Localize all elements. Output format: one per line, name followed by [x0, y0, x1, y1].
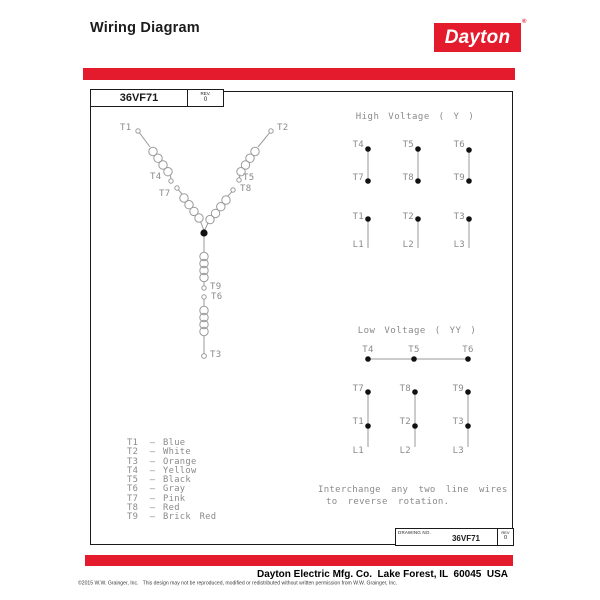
- rotation-note-line2: to reverse rotation.: [326, 496, 450, 507]
- legend-terminal: T7: [127, 493, 139, 504]
- winding-label-t6: T6: [211, 292, 223, 302]
- lv-label-t2: T2: [399, 417, 411, 427]
- dash: —: [149, 512, 156, 523]
- low-voltage-links: [368, 359, 468, 447]
- legend-terminal: T6: [127, 484, 139, 495]
- wire-color-legend: [127, 439, 216, 523]
- hv-label-t4: T4: [352, 140, 364, 150]
- legend-terminal: T1: [127, 438, 139, 448]
- lv-label-t7: T7: [352, 384, 364, 394]
- winding-label-t4: T4: [150, 172, 162, 182]
- hv-label-t2: T2: [402, 212, 414, 222]
- legend-color: Orange: [163, 456, 197, 467]
- lv-label-t1: T1: [352, 417, 364, 427]
- company-address: Dayton Electric Mfg. Co. Lake Forest, IL 60045 USA: [256, 569, 508, 580]
- legend-terminal: T3: [127, 456, 139, 467]
- legend-color: Red: [163, 503, 180, 514]
- legend-color: Gray: [163, 484, 186, 495]
- hv-label-l3: L3: [453, 240, 465, 250]
- drawing-number-block: [395, 528, 514, 546]
- hv-label-t9: T9: [453, 173, 465, 183]
- dash: —: [149, 447, 156, 458]
- lv-label-t3: T3: [452, 417, 464, 427]
- winding-vertical-leg: [200, 229, 208, 358]
- drawing-no-value: 36VF71: [451, 534, 480, 544]
- drawing-number-cell: [395, 528, 498, 546]
- drawing-rev-label: REV: [501, 529, 510, 535]
- rev-value: 0: [203, 97, 208, 104]
- star-point-dot: [200, 229, 207, 236]
- dayton-logo-text: Dayton: [444, 26, 511, 48]
- winding-label-t8: T8: [240, 184, 252, 194]
- legend-terminal: T4: [127, 465, 139, 476]
- rotation-note-line1: Interchange any two line wires: [318, 485, 508, 495]
- legend-terminal: T2: [127, 447, 139, 458]
- hv-label-l1: L1: [352, 240, 364, 250]
- lv-label-l1: L1: [352, 446, 364, 456]
- winding-right-arm: [205, 129, 274, 231]
- dash: —: [149, 503, 156, 514]
- hv-label-t7: T7: [352, 173, 364, 183]
- dash: —: [149, 438, 156, 448]
- bottom-red-bar: [85, 555, 513, 566]
- drawing-no-label: DRAWING NO.: [398, 530, 432, 535]
- legend-color: Pink: [163, 493, 186, 504]
- legend-terminal: T8: [127, 503, 139, 514]
- drawing-rev-value: 0: [503, 535, 508, 542]
- legend-terminal: T9: [127, 512, 139, 523]
- legend-color: Black: [163, 475, 191, 486]
- winding-left-arm: [136, 129, 204, 231]
- legend-row-t9: [127, 513, 216, 522]
- legend-color: White: [163, 447, 191, 458]
- lv-label-t5: T5: [408, 345, 420, 355]
- winding-label-t3: T3: [210, 350, 222, 360]
- hv-label-l2: L2: [402, 240, 414, 250]
- lv-label-l3: L3: [452, 446, 464, 456]
- rev-label: REV.: [200, 91, 211, 97]
- copyright-notice: ©2015 W.W. Grainger, Inc. This design may not be reproduced, modified or redistributed without written permission from W.W. Grainger, Inc.: [78, 581, 398, 587]
- rotation-note: [318, 485, 508, 508]
- winding-label-t5: T5: [243, 173, 255, 183]
- lv-label-t8: T8: [399, 384, 411, 394]
- hv-label-t8: T8: [402, 173, 414, 183]
- lv-label-l2: L2: [399, 446, 411, 456]
- winding-label-t7: T7: [159, 189, 171, 199]
- dash: —: [149, 493, 156, 504]
- lv-label-t6: T6: [462, 345, 474, 355]
- legend-color: Blue: [163, 438, 186, 448]
- lv-label-t9: T9: [452, 384, 464, 394]
- winding-label-t9: T9: [210, 282, 222, 292]
- dash: —: [149, 475, 156, 486]
- hv-label-t5: T5: [402, 140, 414, 150]
- hv-label-t1: T1: [352, 212, 364, 222]
- low-voltage-title: Low Voltage ( YY ): [357, 326, 477, 336]
- page-title: Wiring Diagram: [90, 20, 200, 36]
- hv-label-t3: T3: [453, 212, 465, 222]
- dash: —: [149, 465, 156, 476]
- legend-terminal: T5: [127, 475, 139, 486]
- dash: —: [149, 484, 156, 495]
- model-number: 36VF71: [90, 89, 188, 107]
- legend-color: Brick Red: [163, 512, 217, 523]
- hv-label-t6: T6: [453, 140, 465, 150]
- drawing-rev-cell: [498, 528, 514, 546]
- winding-label-t1: T1: [120, 123, 132, 133]
- winding-label-t2: T2: [277, 123, 289, 133]
- dash: —: [149, 456, 156, 467]
- registered-trademark-icon: ®: [522, 19, 527, 25]
- high-voltage-links: [368, 149, 469, 248]
- lv-label-t4: T4: [362, 345, 374, 355]
- legend-color: Yellow: [163, 465, 197, 476]
- high-voltage-title: High Voltage ( Y ): [355, 112, 475, 122]
